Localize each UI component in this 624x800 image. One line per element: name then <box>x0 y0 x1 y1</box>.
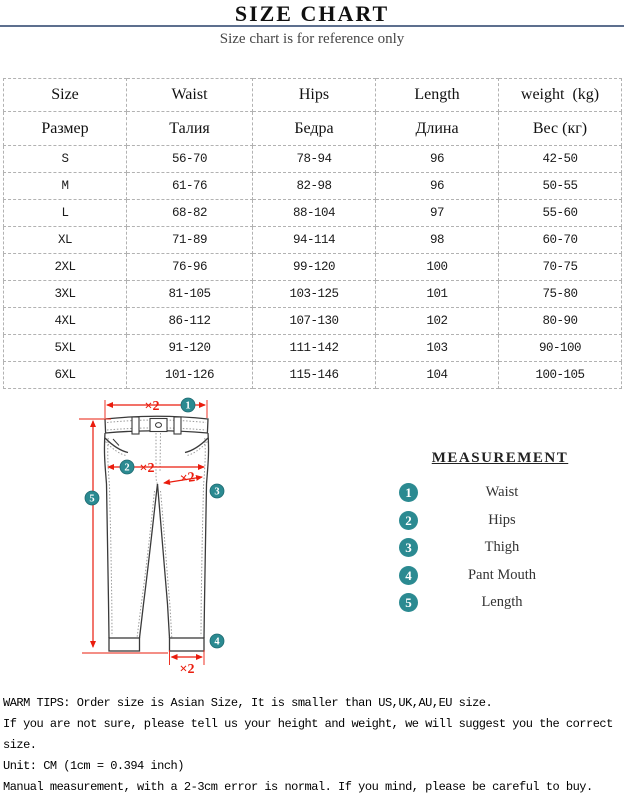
measurement-label: Thigh <box>484 539 520 555</box>
tip-line: Manual measurement, with a 2-3cm error is normal. If you mind, please be careful to buy. <box>3 780 593 794</box>
size-cell: 55-60 <box>499 200 622 227</box>
size-cell: 61-76 <box>127 173 253 200</box>
callout-badges <box>85 398 224 648</box>
size-cell: 96 <box>376 146 499 173</box>
size-cell: 70-75 <box>499 254 622 281</box>
size-cell: 101 <box>376 281 499 308</box>
tip-line: size. <box>3 738 37 752</box>
measurement-title: MEASUREMENT <box>431 450 569 466</box>
size-row-3XL <box>4 281 622 308</box>
measurement-label: Waist <box>485 484 519 500</box>
size-cell: 60-70 <box>499 227 622 254</box>
size-cell: XL <box>4 227 127 254</box>
col-header-weight-ru: Вес (кг) <box>499 112 622 146</box>
pants-measurement-diagram <box>55 392 315 692</box>
size-cell: 100 <box>376 254 499 281</box>
size-cell: 82-98 <box>253 173 376 200</box>
callout-2-badge <box>120 460 134 474</box>
measurement-item-length <box>390 589 610 617</box>
size-cell: 50-55 <box>499 173 622 200</box>
size-cell: 88-104 <box>253 200 376 227</box>
callout-3-badge <box>210 484 224 498</box>
size-cell: 81-105 <box>127 281 253 308</box>
subtitle: Size chart is for reference only <box>219 31 405 47</box>
length-arrow <box>79 419 168 653</box>
col-header-length-ru: Длина <box>376 112 499 146</box>
size-cell: 91-120 <box>127 335 253 362</box>
svg-text:2: 2 <box>124 462 130 474</box>
size-cell: 78-94 <box>253 146 376 173</box>
col-header-hips-ru: Бедра <box>253 112 376 146</box>
svg-text:5: 5 <box>89 493 95 505</box>
measurement-badge-2: 2 <box>399 511 418 530</box>
multiplier-labels <box>140 399 196 677</box>
size-cell: S <box>4 146 127 173</box>
col-header-hips: Hips <box>253 79 376 112</box>
size-cell: 103 <box>376 335 499 362</box>
measurement-legend <box>390 450 610 617</box>
size-cell: 80-90 <box>499 308 622 335</box>
measurement-badge-1: 1 <box>399 483 418 502</box>
size-cell: 102 <box>376 308 499 335</box>
size-cell: 4XL <box>4 308 127 335</box>
size-row-4XL <box>4 308 622 335</box>
size-cell: 100-105 <box>499 362 622 389</box>
size-row-M <box>4 173 622 200</box>
size-cell: 90-100 <box>499 335 622 362</box>
hips-x2-label: ×2 <box>139 461 155 476</box>
pant-mouth-x2-label: ×2 <box>179 662 195 677</box>
callout-1-badge <box>181 398 195 412</box>
size-cell: 97 <box>376 200 499 227</box>
size-cell: 6XL <box>4 362 127 389</box>
size-row-S <box>4 146 622 173</box>
size-cell: 103-125 <box>253 281 376 308</box>
measurement-label: Hips <box>488 511 516 528</box>
callout-5-badge <box>85 491 99 505</box>
page-title: SIZE CHART <box>234 1 390 26</box>
title-divider <box>0 25 624 27</box>
col-header-length: Length <box>376 79 499 112</box>
size-cell: 68-82 <box>127 200 253 227</box>
measurement-label: Pant Mouth <box>467 566 537 583</box>
measurement-items <box>390 479 610 617</box>
size-chart-table <box>3 78 622 389</box>
measure-arrows <box>79 400 207 665</box>
size-cell: 111-142 <box>253 335 376 362</box>
header-row-en <box>4 79 622 112</box>
measurement-badge-3: 3 <box>399 538 418 557</box>
header-row-ru <box>4 112 622 146</box>
size-cell: M <box>4 173 127 200</box>
size-cell: 56-70 <box>127 146 253 173</box>
size-cell: 101-126 <box>127 362 253 389</box>
size-cell: 107-130 <box>253 308 376 335</box>
pants-outline <box>104 416 208 651</box>
measurement-label: Length <box>481 594 523 610</box>
size-cell: 115-146 <box>253 362 376 389</box>
col-header-waist-ru: Талия <box>127 112 253 146</box>
measurement-badge-4: 4 <box>399 566 418 585</box>
svg-text:1: 1 <box>185 400 191 412</box>
tip-line: WARM TIPS: Order size is Asian Size, It is smaller than US,UK,AU,EU size. <box>3 696 493 710</box>
col-header-size: Size <box>4 79 127 112</box>
tip-line: If you are not sure, please tell us your height and weight, we will suggest you the correct <box>3 717 613 731</box>
col-header-waist: Waist <box>127 79 253 112</box>
size-row-L <box>4 200 622 227</box>
size-row-5XL <box>4 335 622 362</box>
size-row-6XL <box>4 362 622 389</box>
measurement-item-waist <box>390 479 610 507</box>
warm-tips <box>3 693 623 798</box>
size-row-2XL <box>4 254 622 281</box>
size-cell: 3XL <box>4 281 127 308</box>
size-table-body <box>4 146 622 389</box>
svg-text:4: 4 <box>214 636 220 648</box>
size-cell: 71-89 <box>127 227 253 254</box>
size-cell: 104 <box>376 362 499 389</box>
waist-x2-label: ×2 <box>144 399 160 414</box>
size-cell: 96 <box>376 173 499 200</box>
col-header-weight: weight (kg) <box>499 79 622 112</box>
measurement-item-pant-mouth <box>390 562 610 590</box>
tip-line: Unit: CM (1cm = 0.394 inch) <box>3 759 184 773</box>
col-header-size-ru: Размер <box>4 112 127 146</box>
size-cell: 5XL <box>4 335 127 362</box>
thigh-x2-label: ×2 <box>179 470 196 488</box>
size-cell: 76-96 <box>127 254 253 281</box>
measurement-badge-5: 5 <box>399 593 418 612</box>
measurement-item-thigh <box>390 534 610 562</box>
size-cell: 98 <box>376 227 499 254</box>
size-cell: 86-112 <box>127 308 253 335</box>
callout-4-badge <box>210 634 224 648</box>
size-cell: 94-114 <box>253 227 376 254</box>
size-cell: 42-50 <box>499 146 622 173</box>
size-cell: 75-80 <box>499 281 622 308</box>
svg-text:3: 3 <box>214 486 220 498</box>
size-cell: L <box>4 200 127 227</box>
size-cell: 2XL <box>4 254 127 281</box>
size-row-XL <box>4 227 622 254</box>
measurement-item-hips <box>390 507 610 535</box>
size-cell: 99-120 <box>253 254 376 281</box>
